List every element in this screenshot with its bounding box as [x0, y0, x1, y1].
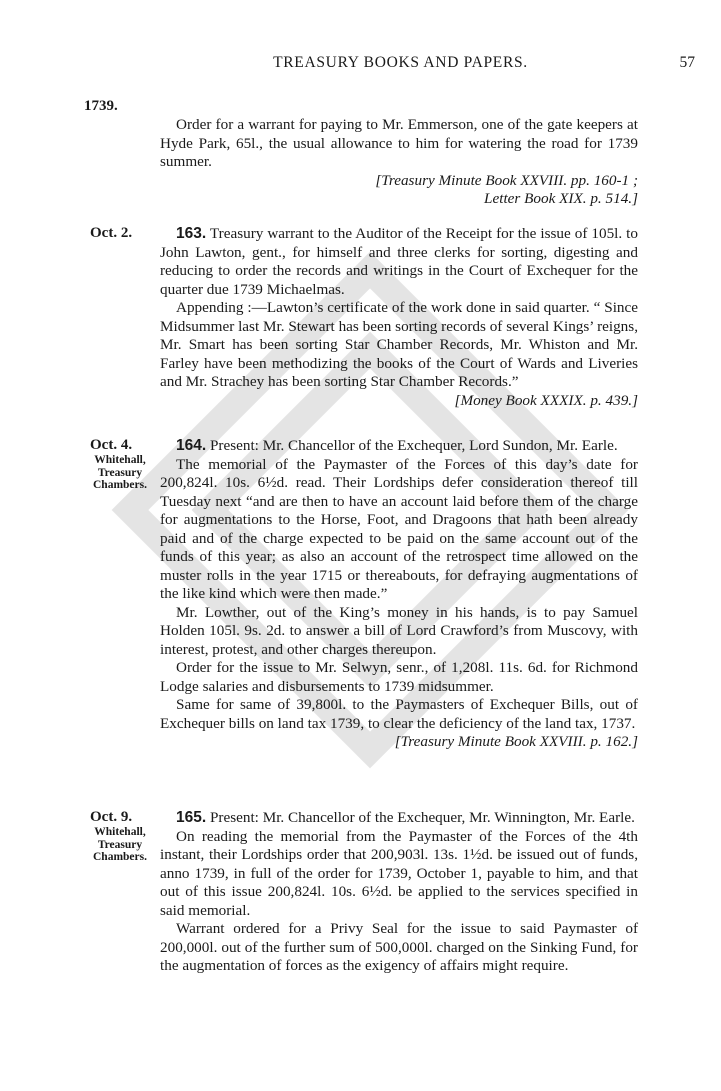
margin-note	[84, 98, 156, 115]
paragraph: Mr. Lowther, out of the King’s money in his hands, is to pay Samuel Holden 105l. 9s. 2d. to answer a bill of Lord Crawford’s from Muscovy, with interest, protest, and other charges thereupon.	[160, 603, 638, 658]
paragraph: The memorial of the Paymaster of the Forces of this day’s date for 200,824l. 10s. 6½d. read. Their Lordships defer consideration thereof till Tuesday next “and are then to have an account laid before them of the charge for augmentations to the Horse, Foot, and Dragoons that hath been already paid and of the charge expected to be paid on the same account out of the funds of this year; as also an account of the retrospect time allowed on the muster rolls in the year 1715 or thereabouts, for defraying augmentations of the like kind which were then made.”	[160, 455, 638, 602]
entry-number: 163.	[176, 225, 207, 242]
paragraph: Same for same of 39,800l. to the Paymasters of Exchequer Bills, out of Exchequer bills on land tax 1739, to clear the deficiency of the land tax, 1737.	[160, 696, 638, 732]
margin-note	[90, 809, 156, 864]
paragraph: Warrant ordered for a Privy Seal for the issue to said Paymaster of 200,000l. out of the further sum of 500,000l. charged on the Sinking Fund, for the augmentation of forces as the exigency of affairs might require.	[160, 920, 638, 974]
margin-date: 1739.	[84, 98, 118, 114]
entry-body	[160, 225, 638, 410]
entry-body	[160, 809, 638, 976]
entry-number: 165.	[176, 809, 207, 826]
margin-date: Oct. 4.	[90, 437, 133, 453]
entry-body	[160, 437, 638, 752]
paragraph: Order for the issue to Mr. Selwyn, senr., of 1,208l. 11s. 6d. for Richmond Lodge salaries and disbursements to 1739 midsummer.	[160, 659, 638, 695]
paragraph: 164. Present: Mr. Chancellor of the Exchequer, Lord Sundon, Mr. Earle.	[176, 437, 618, 454]
paragraph: Order for a warrant for paying to Mr. Emmerson, one of the gate keepers at Hyde Park, 65l., the usual allowance to him for watering the road for 1739 summer.	[160, 116, 638, 170]
paragraph: 165. Present: Mr. Chancellor of the Exchequer, Mr. Winnington, Mr. Earle.	[176, 809, 635, 826]
entry-number: 164.	[176, 437, 207, 454]
reference-line: Letter Book XIX. p. 514.]	[484, 190, 638, 207]
page-number: 57	[679, 54, 695, 71]
margin-note	[90, 437, 156, 492]
paragraph: On reading the memorial from the Paymaster of the Forces of the 4th instant, their Lordships order that 200,903l. 13s. 1½d. be issued out of funds, anno 1739, in full of the order for 1739, October 1, payable to him, and that out of this issue 200,824l. 10s. 6½d. be applied to the services specified in said memorial.	[160, 827, 638, 919]
margin-date: Oct. 9.	[90, 809, 133, 825]
reference-line: [Treasury Minute Book XXVIII. pp. 160-1 ;	[375, 171, 638, 189]
margin-date: Oct. 2.	[90, 225, 133, 241]
running-head: TREASURY BOOKS AND PAPERS.	[273, 54, 528, 71]
reference-line: [Money Book XXXIX. p. 439.]	[454, 391, 638, 409]
margin-place: Whitehall, Treasury Chambers.	[93, 826, 147, 863]
entry-body	[160, 116, 638, 209]
margin-note	[90, 225, 156, 242]
paragraph: Appending :—Lawton’s certificate of the work done in said quarter. “ Since Midsummer last Mr. Stewart has been sorting records of several Kings’ reigns, Mr. Smart has been sorting Star Chamber Records, Mr. Whiston and Mr. Farley have been methodizing the books of the Court of Wards and Liveries and Mr. Strachey has been sorting Star Chamber Records.”	[160, 299, 638, 390]
margin-place: Whitehall, Treasury Chambers.	[93, 454, 147, 491]
page-header	[160, 52, 695, 76]
paragraph: 163. Treasury warrant to the Auditor of the Receipt for the issue of 105l. to John Lawton, gent., for himself and three clerks for sorting, digesting and reducing to order the records and writings in the Court of Exchequer for the quarter due 1739 Michaelmas.	[160, 225, 638, 298]
reference-line: [Treasury Minute Book XXVIII. p. 162.]	[394, 733, 638, 750]
